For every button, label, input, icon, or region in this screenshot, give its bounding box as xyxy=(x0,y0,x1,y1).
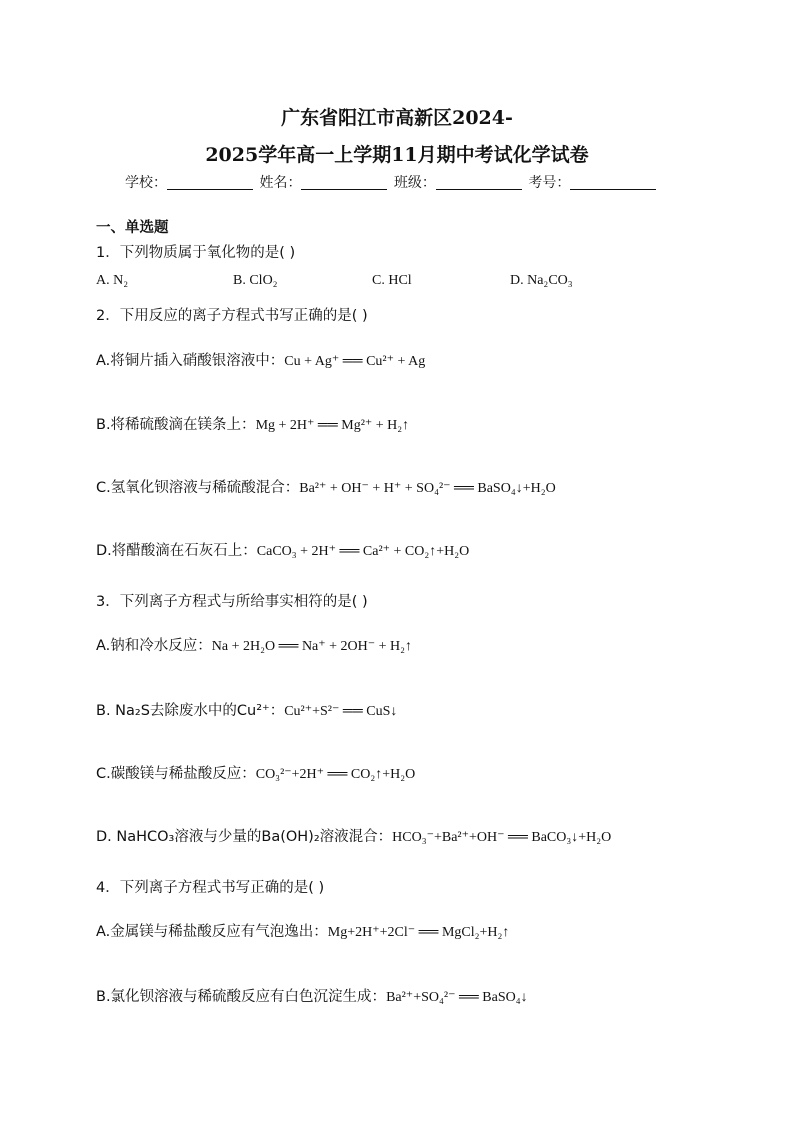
question-3-stem: 3．下列离子方程式与所给事实相符的是( ) xyxy=(96,594,368,610)
q3-option-b-equation: Cu²⁺+S²⁻ ══ CuS↓ xyxy=(284,704,398,719)
q3-option-c-text: C.碳酸镁与稀盐酸反应： xyxy=(96,766,256,782)
school-label: 学校： xyxy=(125,175,167,191)
student-info-row xyxy=(125,172,658,192)
q2-option-c-text: C.氢氧化钡溶液与稀硫酸混合： xyxy=(96,480,300,496)
q1-option-a: A. N₂ xyxy=(96,273,129,288)
class-label: 班级： xyxy=(393,175,436,191)
question-4-stem: 4．下列离子方程式书写正确的是( ) xyxy=(96,880,325,896)
q3-option-c xyxy=(96,762,415,783)
q1-option-b: B. ClO₂ xyxy=(233,273,278,288)
page-title-line-1: 广东省阳江市高新区2024- xyxy=(281,107,513,129)
class-blank[interactable] xyxy=(436,175,522,190)
q1-option-d: D. Na₂CO₃ xyxy=(510,273,573,288)
q3-option-c-equation: CO₃²⁻+2H⁺ ══ CO₂↑+H₂O xyxy=(255,767,416,782)
q2-option-d-equation: CaCO₃ + 2H⁺ ══ Ca²⁺ + CO₂↑+H₂O xyxy=(256,544,470,559)
q2-option-b-equation: Mg + 2H⁺ ══ Mg²⁺ + H₂↑ xyxy=(255,418,410,433)
name-blank[interactable] xyxy=(301,175,387,190)
q2-option-d-text: D.将醋酸滴在石灰石上： xyxy=(96,543,257,559)
q4-option-a-text: A.金属镁与稀盐酸反应有气泡逸出： xyxy=(96,924,328,940)
q3-option-d-equation: HCO₃⁻+Ba²⁺+OH⁻ ══ BaCO₃↓+H₂O xyxy=(392,830,612,845)
q4-option-a xyxy=(96,920,509,941)
q2-option-a-text: A.将铜片插入硝酸银溶液中： xyxy=(96,353,285,369)
q2-option-b xyxy=(96,413,409,434)
q4-option-b-equation: Ba²⁺+SO₄²⁻ ══ BaSO₄↓ xyxy=(386,990,528,1005)
q2-option-c-equation: Ba²⁺ + OH⁻ + H⁺ + SO₄²⁻ ══ BaSO₄↓+H₂O xyxy=(299,481,556,496)
q4-option-b xyxy=(96,985,528,1006)
q3-option-d-text: D. NaHCO₃溶液与少量的Ba(OH)₂溶液混合： xyxy=(96,829,393,845)
q3-option-b xyxy=(96,699,397,720)
page-title-line-2: 2025学年高一上学期11月期中考试化学试卷 xyxy=(205,144,589,166)
section-heading: 一、单选题 xyxy=(96,220,169,236)
school-blank[interactable] xyxy=(167,175,253,190)
q3-option-b-text: B. Na₂S去除废水中的Cu²⁺： xyxy=(96,703,285,719)
name-label: 姓名： xyxy=(259,175,302,191)
q2-option-c xyxy=(96,476,556,497)
q3-option-a xyxy=(96,634,412,655)
exam-number-blank[interactable] xyxy=(570,175,656,190)
q4-option-a-equation: Mg+2H⁺+2Cl⁻ ══ MgCl₂+H₂↑ xyxy=(327,925,510,940)
q4-option-b-text: B.氯化钡溶液与稀硫酸反应有白色沉淀生成： xyxy=(96,989,387,1005)
q1-option-c: C. HCl xyxy=(372,273,412,288)
q3-option-a-text: A.钠和冷水反应： xyxy=(96,638,212,654)
q3-option-d xyxy=(96,825,611,846)
question-1-stem: 1．下列物质属于氧化物的是( ) xyxy=(96,245,296,261)
q3-option-a-equation: Na + 2H₂O ══ Na⁺ + 2OH⁻ + H₂↑ xyxy=(211,639,413,654)
q2-option-b-text: B.将稀硫酸滴在镁条上： xyxy=(96,417,256,433)
question-2-stem: 2．下用反应的离子方程式书写正确的是( ) xyxy=(96,308,368,324)
q2-option-a-equation: Cu + Ag⁺ ══ Cu²⁺ + Ag xyxy=(284,354,426,369)
exam-number-label: 考号： xyxy=(528,175,571,191)
q2-option-d xyxy=(96,539,469,560)
q2-option-a xyxy=(96,349,425,370)
